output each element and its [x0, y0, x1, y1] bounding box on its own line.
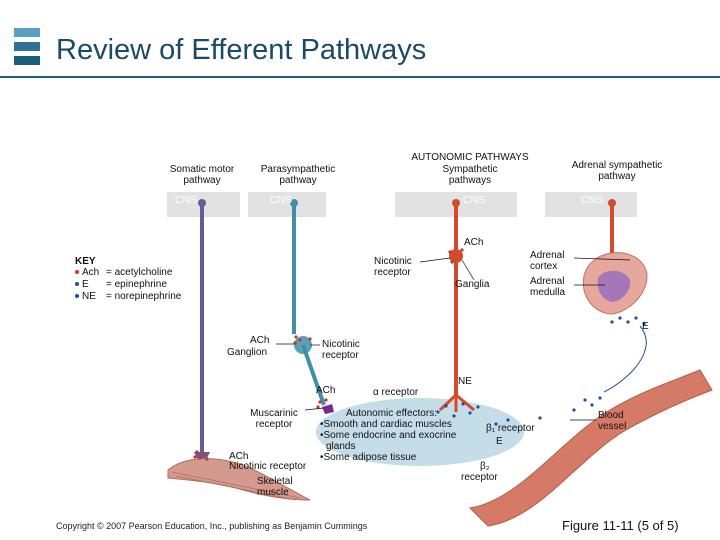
- effector-item: •Smooth and cardiac muscles: [320, 419, 452, 430]
- epinephrine-dots: [610, 316, 645, 325]
- key-item-ach: [75, 267, 172, 278]
- key-abbr: E: [82, 279, 89, 290]
- muscarinic-receptor-label: Muscarinic receptor: [250, 408, 298, 430]
- nicotinic-receptor-top-label: Nicotinic receptor: [374, 256, 412, 278]
- key-meaning: = norepinephrine: [106, 291, 182, 302]
- epinephrine-release-label: E: [642, 321, 649, 332]
- ne-label: NE: [458, 376, 472, 387]
- leader-muscarinic: [305, 408, 324, 410]
- ach-somatic-label: ACh: [229, 451, 249, 462]
- parasympathetic-pathway-header: Parasympathetic pathway: [260, 164, 336, 186]
- ganglia-label: Ganglia: [455, 279, 490, 290]
- figure-caption: Figure 11-11 (5 of 5): [562, 518, 679, 533]
- parasympathetic-preganglionic-neuron: [290, 199, 298, 334]
- alpha-receptor-label: α receptor: [373, 387, 419, 398]
- ach-label-top: ACh: [464, 237, 484, 248]
- key-heading: KEY: [75, 256, 96, 267]
- key-meaning: = epinephrine: [106, 279, 167, 290]
- effectors-heading: Autonomic effectors:: [346, 408, 437, 419]
- key-item-e: [75, 279, 167, 290]
- copyright-notice: Copyright © 2007 Pearson Education, Inc., publishing as Benjamin Cummings: [56, 521, 368, 531]
- e-dot-icon: [75, 282, 79, 286]
- adrenal-sympathetic-pathway-header: Adrenal sympathetic pathway: [571, 160, 663, 182]
- key-item-ne: [75, 291, 181, 302]
- effector-item: glands: [326, 441, 356, 452]
- key-meaning: = acetylcholine: [106, 267, 173, 278]
- key-abbr: Ach: [82, 267, 100, 278]
- cns-label-parasympathetic: CNS: [269, 194, 293, 206]
- ganglion-label: Ganglion: [227, 347, 268, 358]
- nicotinic-receptor-mid-label: Nicotinic receptor: [322, 339, 360, 361]
- adrenal-gland: [583, 253, 647, 314]
- beta2-label: β₂: [480, 461, 490, 472]
- effector-item: •Some adipose tissue: [320, 452, 417, 463]
- beta2-receptor-label: receptor: [461, 472, 498, 483]
- ach-ganglion-label: ACh: [250, 335, 270, 346]
- blood-vessel-label: Blood vessel: [598, 410, 627, 432]
- cns-label-sympathetic: CNS: [462, 194, 486, 206]
- sympathetic-pathways-header: Sympathetic pathways: [442, 164, 498, 186]
- muscarinic-receptor-shape: [322, 404, 334, 414]
- ne-dot-icon: [75, 294, 79, 298]
- effector-item: •Some endocrine and exocrine: [320, 430, 457, 441]
- key-abbr: NE: [82, 291, 96, 302]
- epinephrine-release-line: [604, 326, 646, 392]
- ach-dot-icon: [75, 270, 79, 274]
- nicotinic-receptor-somatic-label: Nicotinic receptor: [229, 461, 307, 472]
- ach-para-label: ACh: [316, 385, 336, 396]
- leader-ganglia: [462, 260, 474, 280]
- somatic-motor-neuron: [194, 199, 210, 460]
- adrenal-medulla-label: Adrenal medulla: [530, 276, 566, 298]
- beta1-receptor-label: β₁ receptor: [486, 423, 535, 434]
- somatic-motor-pathway-header: Somatic motor pathway: [169, 164, 235, 186]
- cns-label-somatic: CNS: [174, 194, 198, 206]
- beta1-e-label: E: [496, 436, 503, 447]
- adrenal-cortex-label: Adrenal cortex: [530, 250, 565, 272]
- autonomic-pathways-header: AUTONOMIC PATHWAYS: [411, 152, 529, 163]
- page-title: Review of Efferent Pathways: [56, 34, 427, 66]
- cns-label-adrenal: CNS: [580, 194, 604, 206]
- skeletal-muscle-label: Skeletal muscle: [257, 476, 293, 498]
